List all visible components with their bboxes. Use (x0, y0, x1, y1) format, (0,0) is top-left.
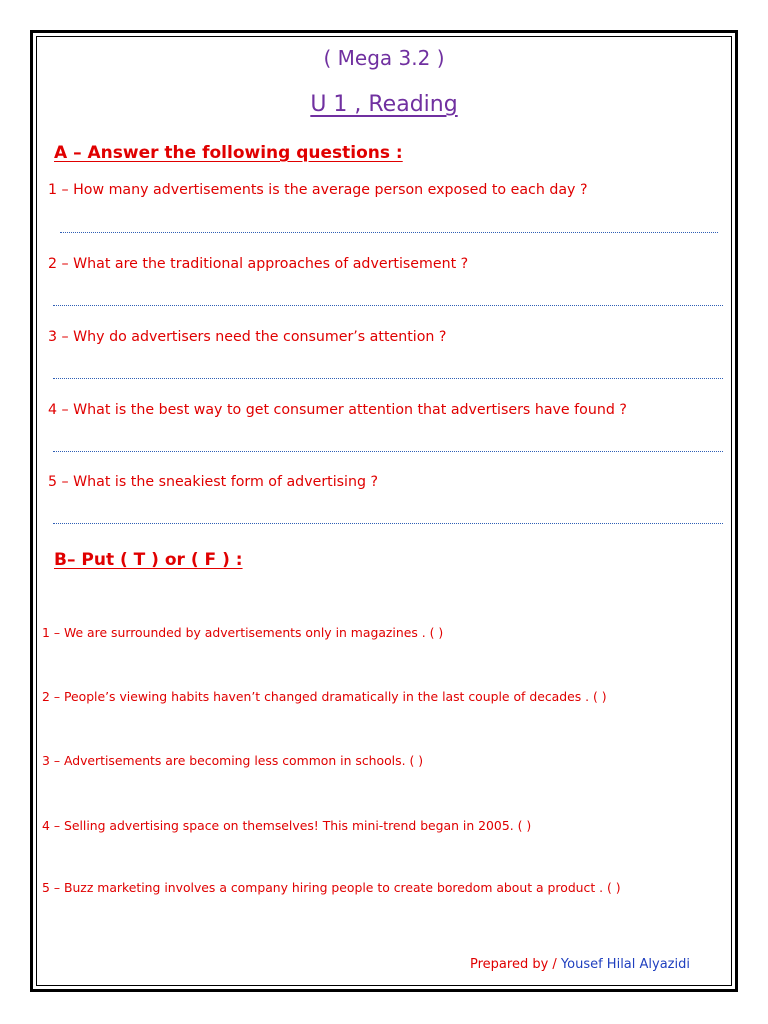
tf-statement-3: 3 – Advertisements are becoming less common in schools. ( ) (42, 753, 424, 768)
question-5: 5 – What is the sneakiest form of advertising ? (48, 474, 379, 490)
answer-line-3 (53, 378, 723, 379)
tf-statement-5: 5 – Buzz marketing involves a company hiring people to create boredom about a product . ( ) (42, 880, 621, 895)
prepared-by-credit (470, 957, 690, 972)
section-b-heading: B– Put ( T ) or ( F ) : (54, 550, 243, 570)
section-a-heading: A – Answer the following questions : (54, 143, 403, 163)
worksheet-subtitle (0, 92, 768, 117)
question-1: 1 – How many advertisements is the average person exposed to each day ? (48, 182, 588, 198)
answer-line-1 (60, 232, 718, 233)
worksheet-title: ( Mega 3.2 ) (323, 46, 445, 70)
page-border-inner (36, 36, 732, 986)
question-3: 3 – Why do advertisers need the consumer’s attention ? (48, 329, 447, 345)
tf-statement-1: 1 – We are surrounded by advertisements only in magazines . ( ) (42, 625, 444, 640)
tf-statement-2: 2 – People’s viewing habits haven’t changed dramatically in the last couple of decades . ( ) (42, 689, 607, 704)
prepared-by-label: Prepared by / (470, 957, 561, 972)
question-2: 2 – What are the traditional approaches of advertisement ? (48, 256, 469, 272)
answer-line-5 (53, 523, 723, 524)
author-name: Yousef Hilal Alyazidi (560, 957, 690, 972)
tf-statement-4: 4 – Selling advertising space on themselves! This mini-trend began in 2005. ( ) (42, 818, 532, 833)
answer-line-2 (53, 305, 723, 306)
subtitle-text: U 1 , Reading (310, 92, 458, 117)
question-4: 4 – What is the best way to get consumer attention that advertisers have found ? (48, 402, 627, 418)
answer-line-4 (53, 451, 723, 452)
